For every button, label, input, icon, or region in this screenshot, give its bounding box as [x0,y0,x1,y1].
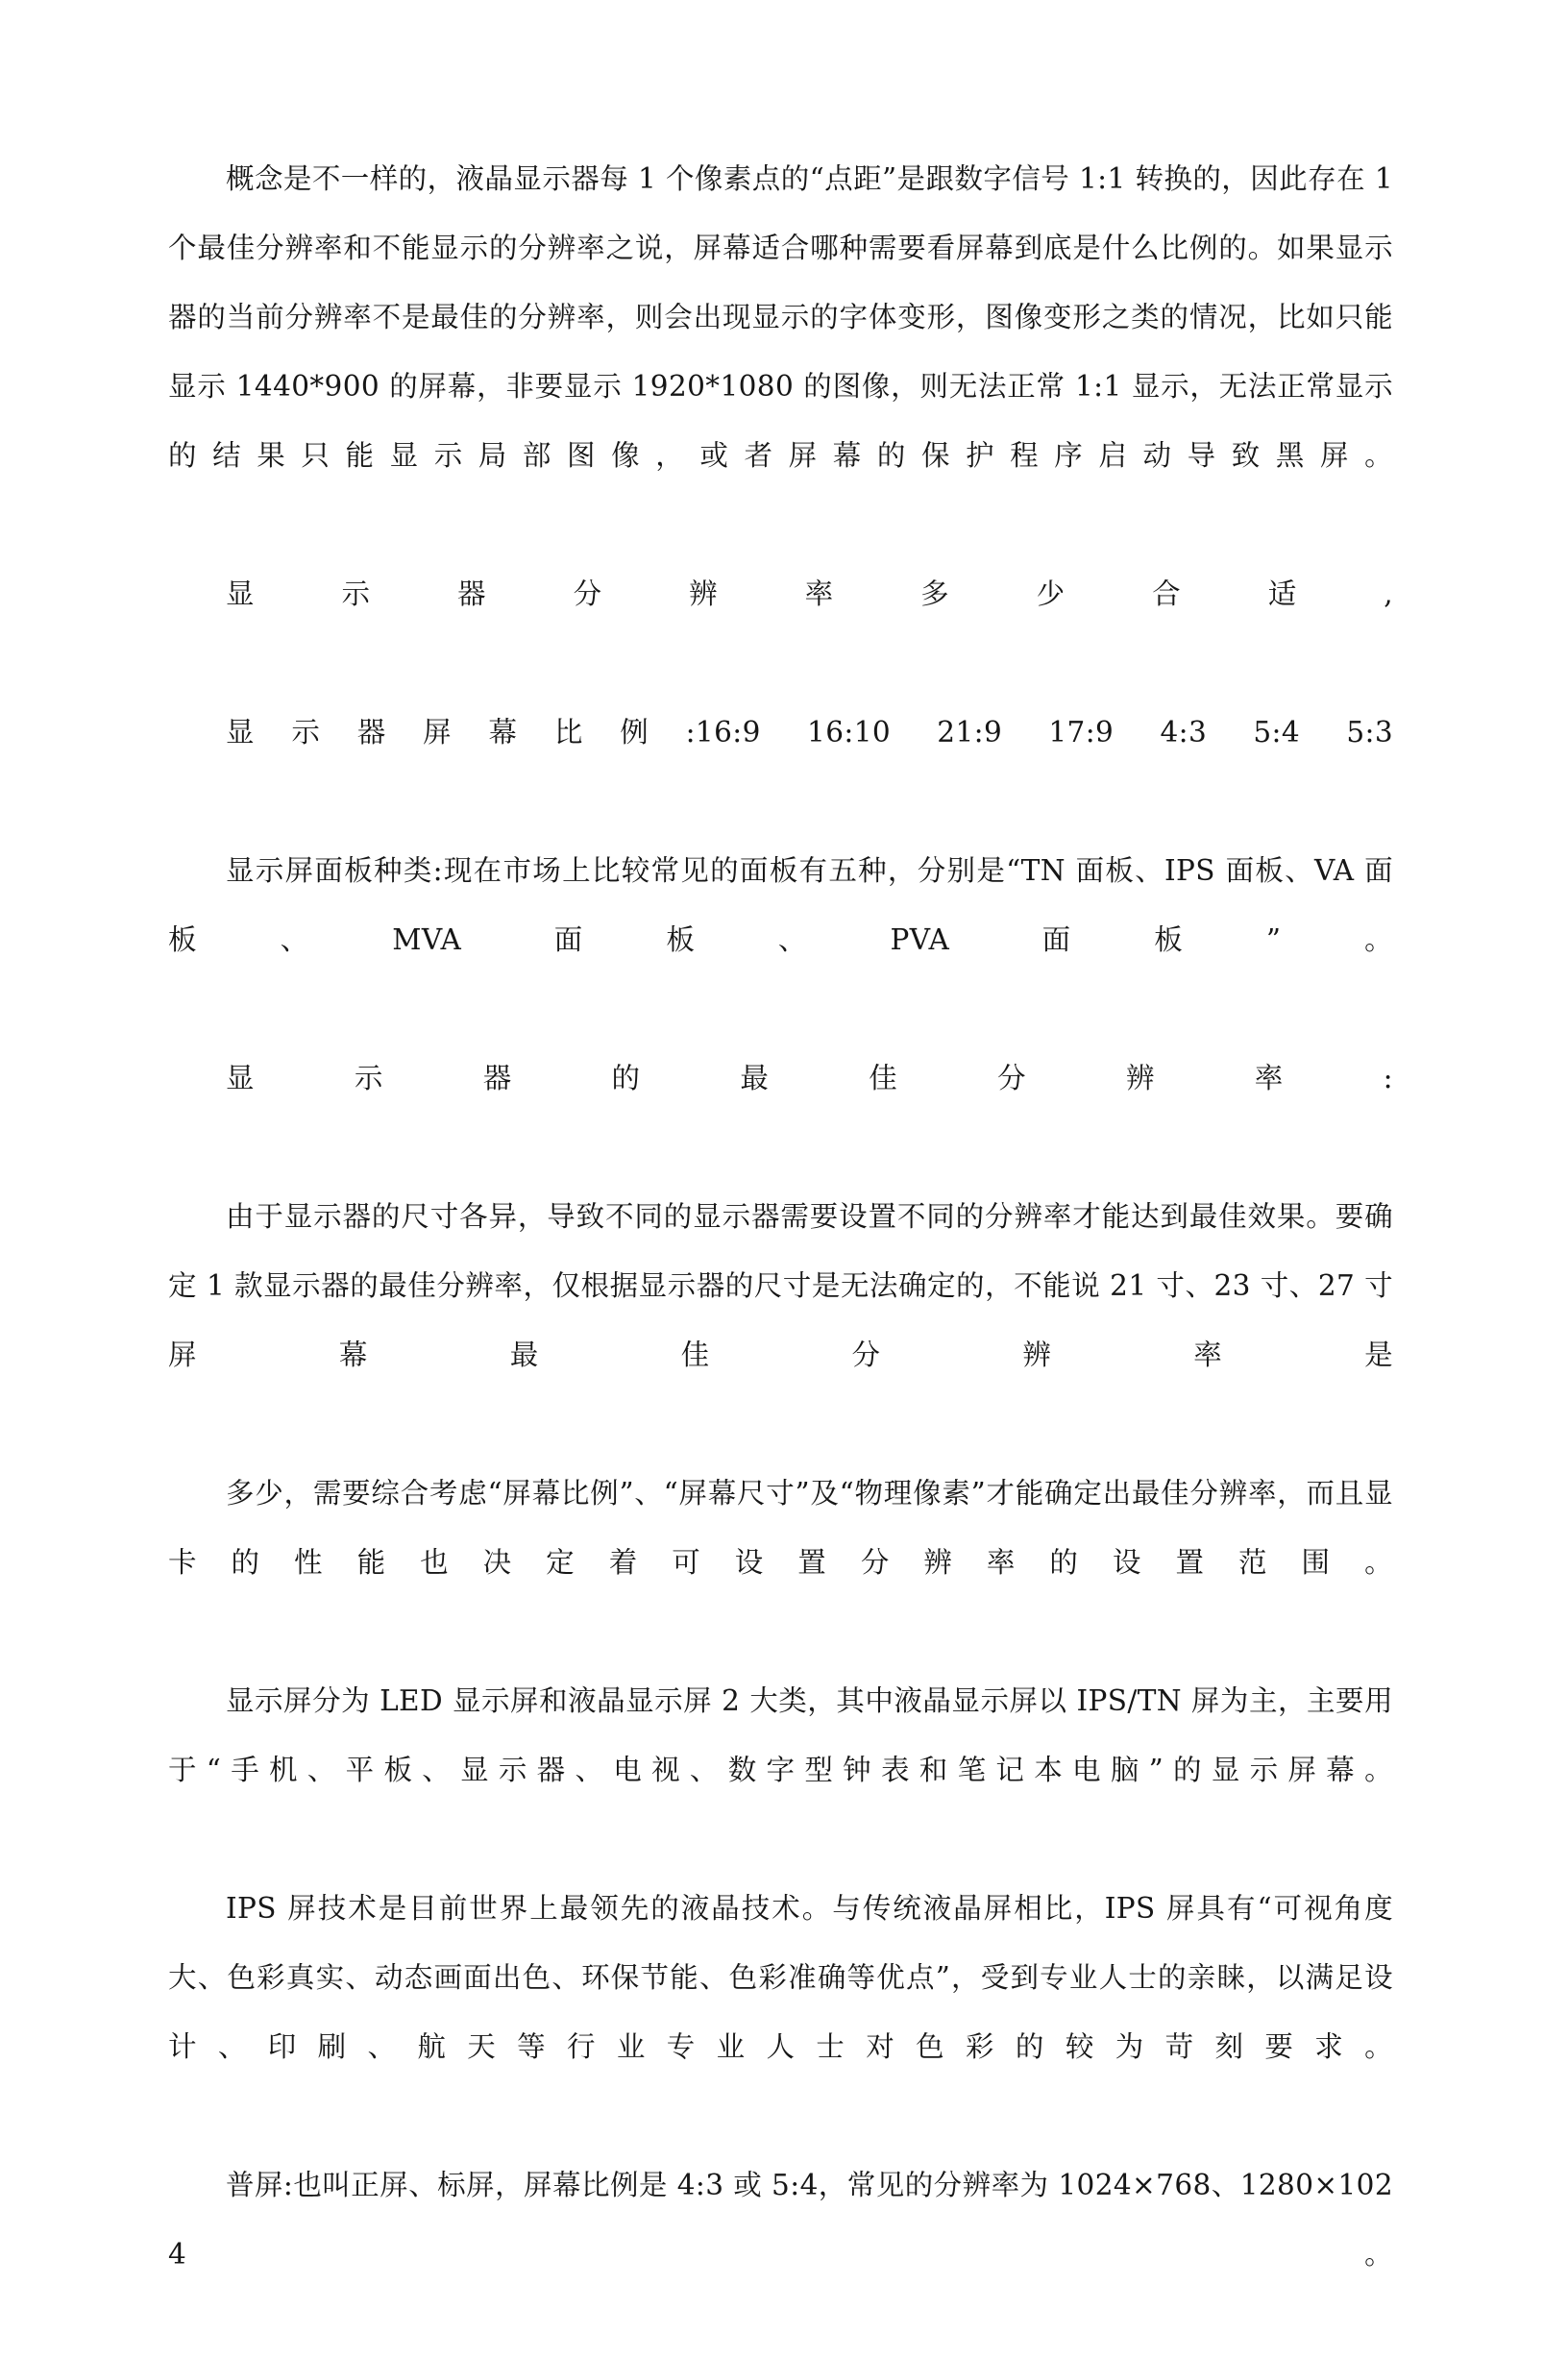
paragraph-1: 概念是不一样的，液晶显示器每 1 个像素点的“点距”是跟数字信号 1:1 转换的，因此存在 1 个最佳分辨率和不能显示的分辨率之说，屏幕适合哪种需要看屏幕到底是什么比例的。如果显示器的当前分辨率不是最佳的分辨率，则会出现显示的字体变形，图像变形之类的情况，比如只能显示 1440*900 的屏幕，非要显示 1920*1080 的图像，则无法正常 1:1 显示，无法正常显示的结果只能显示局部图像，或者屏幕的保护程序启动导致黑屏。 [168,162,1393,472]
paragraph-5: 显示器的最佳分辨率: [226,1062,1393,1094]
paragraph-10: 普屏:也叫正屏、标屏，屏幕比例是 4:3 或 5:4，常见的分辨率为 1024×768、1280×1024。 [168,2169,1393,2271]
paragraph-6: 由于显示器的尺寸各异，导致不同的显示器需要设置不同的分辨率才能达到最佳效果。要确定 1 款显示器的最佳分辨率，仅根据显示器的尺寸是无法确定的，不能说 21 寸、23 寸、27 寸屏幕最佳分辨率是 [168,1200,1393,1371]
paragraph-3: 显示器屏幕比例:16:9 16:10 21:9 17:9 4:3 5:4 5:3 [226,716,1393,749]
paragraph-8: 显示屏分为 LED 显示屏和液晶显示屏 2 大类，其中液晶显示屏以 IPS/TN 屏为主，主要用于“手机、平板、显示器、电视、数字型钟表和笔记本电脑”的显示屏幕。 [168,1684,1393,1786]
paragraph-4: 显示屏面板种类:现在市场上比较常见的面板有五种，分别是“TN 面板、IPS 面板、VA 面板、MVA 面板、PVA 面板”。 [168,854,1393,956]
paragraph-7: 多少，需要综合考虑“屏幕比例”、“屏幕尺寸”及“物理像素”才能确定出最佳分辨率，而且显卡的性能也决定着可设置分辨率的设置范围。 [168,1477,1393,1579]
document-body [168,144,1393,2358]
paragraph-9: IPS 屏技术是目前世界上最领先的液晶技术。与传统液晶屏相比，IPS 屏具有“可视角度大、色彩真实、动态画面出色、环保节能、色彩准确等优点”，受到专业人士的亲睐，以满足设计、印刷、航天等行业专业人士对色彩的较为苛刻要求。 [168,1892,1393,2063]
paragraph-2: 显示器分辨率多少合适, [226,577,1393,610]
